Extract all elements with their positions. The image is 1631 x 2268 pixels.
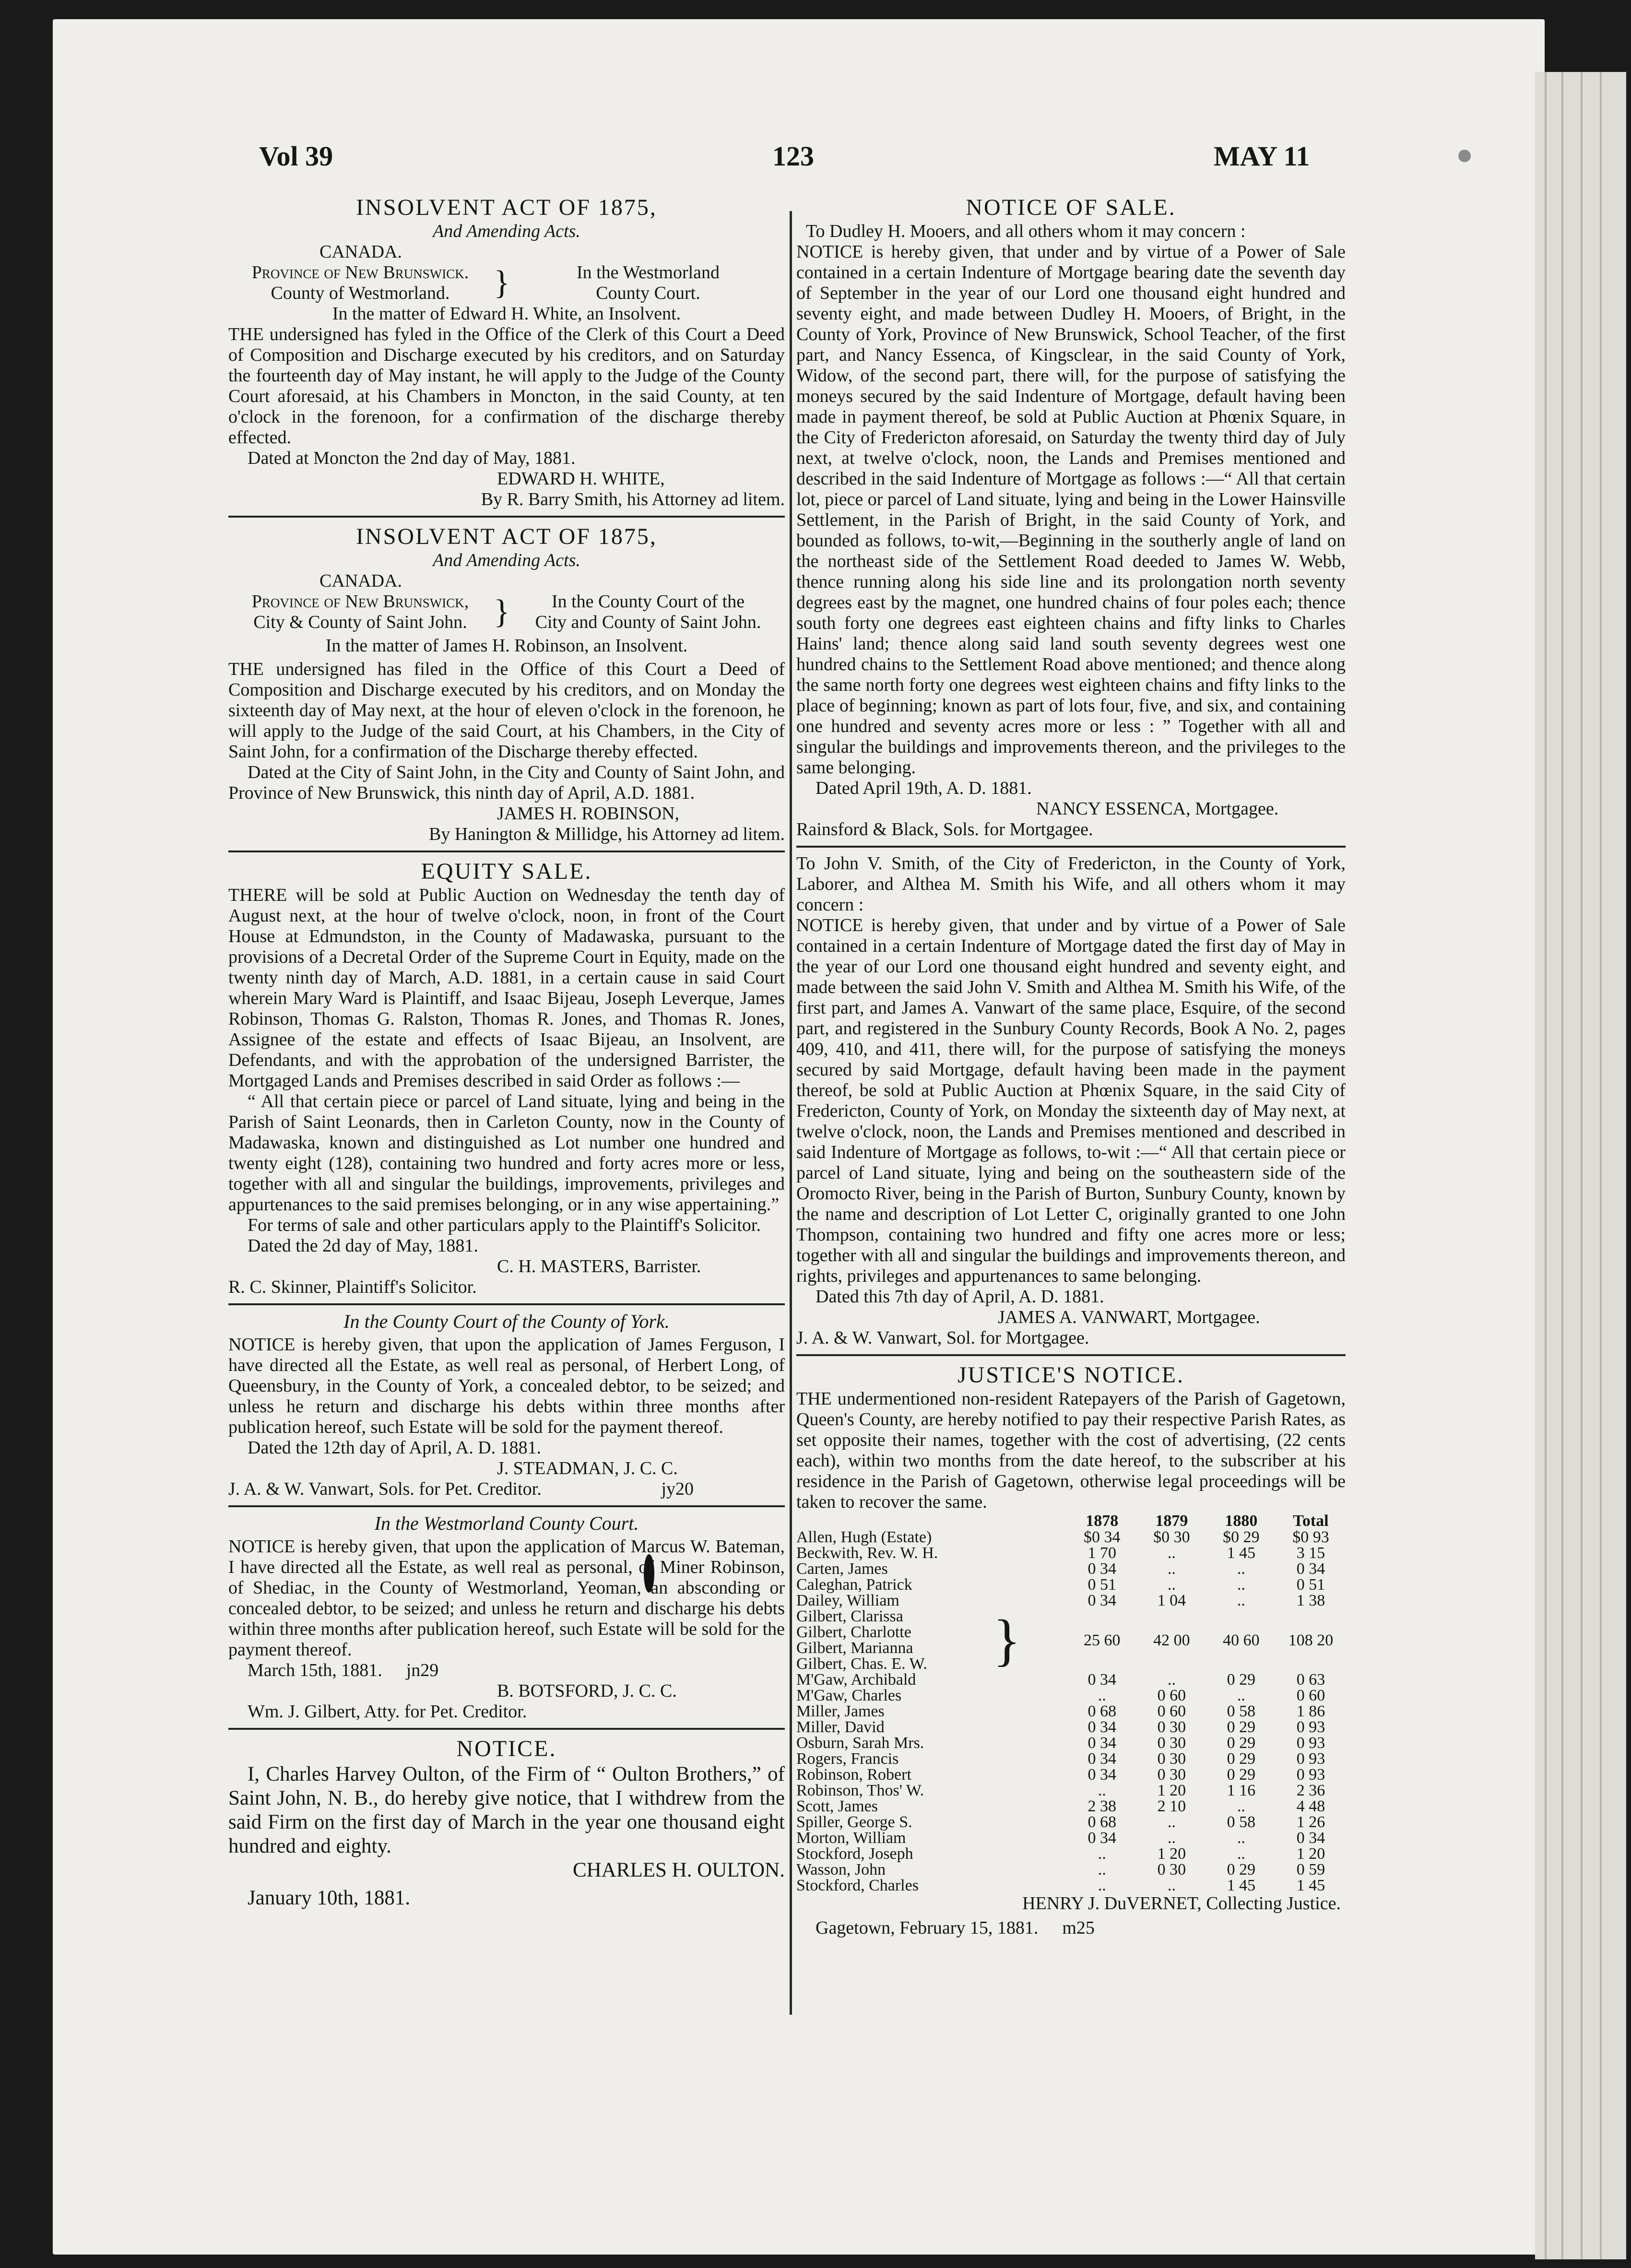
column-header: Total — [1293, 1512, 1329, 1530]
dated-row — [228, 1660, 785, 1681]
value-cell: 0 51 — [1296, 1576, 1325, 1594]
value-cell: 4 48 — [1296, 1797, 1325, 1815]
table-row — [796, 1593, 1346, 1608]
value-cell: .. — [1167, 1560, 1176, 1578]
table-row — [796, 1735, 1346, 1751]
value-cell: 0 60 — [1296, 1687, 1325, 1704]
value-cell: 0 29 — [1227, 1671, 1256, 1689]
value-cell: 2 38 — [1087, 1797, 1116, 1815]
name-cell — [796, 1608, 1067, 1672]
column-divider — [790, 211, 792, 2015]
notice-body: NOTICE is hereby given, that upon the application of Marcus W. Bateman, I have directed all the Estate, as well real as personal, of Miner Robinson, of Shediac, in the County of Westmorland, Yeoman, an absconding or concealed debtor, to be seized; and unless he return and discharge his debts within three months after publication hereof, such Estate will be sold for the payment thereof. — [228, 1536, 785, 1660]
name-cell: Morton, William — [796, 1829, 906, 1847]
value-cell: .. — [1098, 1687, 1106, 1704]
value-cell: 0 30 — [1157, 1766, 1186, 1784]
insertion-code: jy20 — [661, 1479, 694, 1499]
value-cell: 0 34 — [1087, 1671, 1116, 1689]
insolvent-notice-white — [228, 194, 785, 510]
value-cell: 1 16 — [1227, 1782, 1256, 1799]
column-header: 1880 — [1225, 1512, 1258, 1530]
value-cell: .. — [1237, 1592, 1245, 1609]
notice-title: NOTICE OF SALE. — [966, 195, 1176, 220]
page-number: 123 — [772, 141, 814, 172]
value-cell: 0 34 — [1087, 1560, 1116, 1578]
value-cell: 0 59 — [1296, 1861, 1325, 1878]
brace-glyph: } — [993, 1608, 1021, 1672]
name-cell: Miller, David — [796, 1718, 885, 1736]
table-row — [796, 1767, 1346, 1783]
table-body — [796, 1672, 1346, 1893]
value-cell: 1 86 — [1296, 1702, 1325, 1720]
attorney-line: Wm. J. Gilbert, Atty. for Pet. Creditor. — [248, 1701, 527, 1722]
table-header-row — [796, 1512, 1346, 1529]
value-cell: 0 29 — [1227, 1718, 1256, 1736]
court-label: In the County Court of the — [551, 591, 745, 612]
equity-sale-notice — [228, 858, 785, 1298]
value-cell: .. — [1237, 1687, 1245, 1704]
value-cell: 0 30 — [1157, 1734, 1186, 1752]
court-label-2: County Court. — [596, 283, 700, 303]
value-cell: 108 20 — [1288, 1631, 1334, 1649]
section-rule — [228, 1505, 785, 1507]
value-cell: .. — [1237, 1560, 1245, 1578]
table-row — [796, 1783, 1346, 1798]
value-cell: 25 60 — [1084, 1631, 1121, 1649]
notice-body: THE undermentioned non-resident Ratepayers of the Parish of Gagetown, Queen's County, are hereby notified to pay their respective Parish Rates, as set opposite their names, together with the cost of advertising, (22 cents each), within two months from the date hereof, to the subscriber at his residence in the Parish of Gagetown, otherwise legal proceedings will be taken to recover the same. — [796, 1389, 1346, 1512]
signer: HENRY J. DuVERNET, Collecting Justice. — [1022, 1893, 1341, 1914]
province-label: Province of New Brunswick, — [251, 591, 469, 612]
section-rule — [228, 516, 785, 518]
right-column — [796, 194, 1346, 1938]
insolvent-notice-robinson — [228, 523, 785, 845]
ink-spot — [1458, 150, 1471, 162]
notice-body: NOTICE is hereby given, that under and by virtue of a Power of Sale contained in a certain Indenture of Mortgage bearing date the seventh day of September in the year of our Lord one thousand eight hundred and seventy eight, and made between Dudley H. Mooers, of Bright, in the County of York, Province of New Brunswick, School Teacher, of the first part, and Nancy Essenca, of Kingsclear, in the said County of York, Widow, of the second part, there will, for the purpose of satisfying the moneys secured by the said Indenture of Mortgage, default having been made in payment thereof, be sold at Public Auction at Phœnix Square, in the City of Fredericton aforesaid, on Saturday the twenty third day of July next, at twelve o'clock, noon, the Lands and Premises mentioned and described in the said Indenture of Mortgage as follows :—“ All that certain lot, piece or parcel of Land situate, lying and being in the Lower Hainsville Settlement, in the Parish of Bright, in the said County of York, and bounded as follows, to-wit,—Beginning in the southerly angle of land on the northeast side of the Settlement Road deeded to James W. Webb, thence running along his side line and its prolongation north seventy degrees east by the magnet, one hundred chains of four poles each; thence south forty one degrees east eighteen chains and fifty links to Charles Hains' land; thence along said land south seventy degrees west one hundred chains to the Settlement Road above mentioned; and thence along the same north forty one degrees west eighteen chains and fifty links to the place of beginning; known as part of lots four, five, and six, and containing one hundred and seventy acres more or less : ” Together with all and singular the buildings and improvements thereon, and the privileges to the same belonging. — [796, 242, 1346, 778]
dated-line: Dated this 7th day of April, A. D. 1881. — [816, 1287, 1104, 1307]
name-cell: Stockford, Joseph — [796, 1845, 913, 1863]
name-cell: Spiller, George S. — [796, 1813, 912, 1831]
value-cell: 1 45 — [1227, 1544, 1256, 1562]
name-cell: Carten, James — [796, 1560, 888, 1578]
matter-line: In the matter of James H. Robinson, an Insolvent. — [325, 636, 688, 656]
quoted-description: “ All that certain piece or parcel of Land situate, lying and being in the Parish of Saint Leonards, then in Carleton County, now in the County of Madawaska, known and distinguished as Lot number one hundred and twenty eight (128), containing two hundred and forty acres more or less, together with all and singular the buildings, improvements, privileges and appurtenances to the said premises belonging, or in any wise appertaining.” — [228, 1091, 785, 1215]
value-cell: 2 10 — [1157, 1797, 1186, 1815]
table-row — [796, 1608, 1346, 1672]
oulton-notice — [228, 1736, 785, 1910]
name-line: Gilbert, Charlotte — [796, 1623, 911, 1641]
court-heading: In the County Court of the County of York. — [343, 1311, 670, 1332]
name-line: Gilbert, Marianna — [796, 1639, 913, 1657]
value-cell: 1 04 — [1157, 1592, 1186, 1609]
value-cell: .. — [1098, 1877, 1106, 1894]
value-cell: .. — [1098, 1861, 1106, 1878]
dated-line: Dated at the City of Saint John, in the City and County of Saint John, and Province of New Brunswick, this ninth day of April, A.D. 1881. — [228, 762, 785, 803]
westmorland-court-notice — [228, 1513, 785, 1722]
table-row — [796, 1545, 1346, 1561]
column-header: 1878 — [1086, 1512, 1119, 1530]
value-cell: 0 34 — [1087, 1750, 1116, 1768]
left-column — [228, 194, 785, 1910]
value-cell: .. — [1237, 1845, 1245, 1863]
addressee-line: To Dudley H. Mooers, and all others whom it may concern : — [806, 221, 1246, 241]
solicitor-line: J. A. & W. Vanwart, Sols. for Pet. Creditor. — [228, 1479, 542, 1499]
county-label: County of Westmorland. — [271, 283, 450, 303]
value-cell: 0 30 — [1157, 1718, 1186, 1736]
value-cell: 0 34 — [1296, 1560, 1325, 1578]
value-cell: 1 20 — [1157, 1845, 1186, 1863]
value-cell: 0 60 — [1157, 1687, 1186, 1704]
value-cell: $0 93 — [1292, 1528, 1329, 1546]
value-cell: 0 34 — [1087, 1734, 1116, 1752]
value-cell: .. — [1167, 1813, 1176, 1831]
name-cell: Beckwith, Rev. W. H. — [796, 1544, 938, 1562]
value-cell: .. — [1237, 1797, 1245, 1815]
terms-line: For terms of sale and other particulars apply to the Plaintiff's Solicitor. — [248, 1215, 761, 1235]
court-caption — [228, 591, 785, 633]
value-cell: 0 29 — [1227, 1861, 1256, 1878]
brace-glyph: } — [494, 593, 510, 630]
dated-line: January 10th, 1881. — [248, 1887, 411, 1909]
value-cell: 0 34 — [1087, 1766, 1116, 1784]
volume-label: Vol 39 — [259, 141, 333, 172]
notice-subtitle: And Amending Acts. — [433, 550, 580, 570]
name-cell: Scott, James — [796, 1797, 878, 1815]
notice-body: NOTICE is hereby given, that under and by virtue of a Power of Sale contained in a certain Indenture of Mortgage dated the first day of May in the year of our Lord one thousand eight hundred and seventy eight, and made between the said John V. Smith and Althea M. Smith his Wife, of the first part, and James A. Vanwart of the same place, Esquire, of the second part, and registered in the Sunbury County Records, Book A No. 2, pages 409, 410, and 411, there will, for the purpose of satisfying the moneys secured by said Mortgage, default having been made in the payment thereof, be sold at Public Auction at Phœnix Square, in the said City of Fredericton, County of York, on Monday the sixteenth day of May next, at twelve o'clock, noon, the Lands and Premises mentioned and described in said Indenture of Mortgage as follows, to-wit :—“ All that certain piece or parcel of Land situate, lying and being on the southeastern side of the Oromocto River, being in the Parish of Burton, Sunbury County, known by the name and description of Lot Letter C, originally granted to one John Thompson, containing two hundred and fifty one acres more or less; together with all and singular the buildings and improvements thereon, and rights, privileges and appurtenances to same belonging. — [796, 915, 1346, 1286]
country-label: CANADA. — [319, 571, 402, 591]
page-edges — [1535, 72, 1626, 2259]
signer: B. BOTSFORD, J. C. C. — [497, 1681, 677, 1701]
signer: NANCY ESSENCA, Mortgagee. — [1036, 799, 1279, 819]
value-cell: 1 45 — [1296, 1877, 1325, 1894]
dated-row — [796, 1918, 1346, 1938]
court-label: In the Westmorland — [576, 262, 720, 283]
matter-line: In the matter of Edward H. White, an Insolvent. — [332, 304, 681, 324]
value-cell: 0 58 — [1227, 1813, 1256, 1831]
signer: EDWARD H. WHITE, — [497, 469, 665, 489]
insertion-code: m25 — [1062, 1918, 1095, 1938]
dated-line: March 15th, 1881. — [248, 1660, 382, 1680]
value-cell: 1 20 — [1157, 1782, 1186, 1799]
addressee-line: To John V. Smith, of the City of Fredericton, in the County of York, Laborer, and Althea M. Smith his Wife, and all others whom it may concern : — [796, 853, 1346, 915]
table-row — [796, 1529, 1346, 1545]
table-row — [796, 1846, 1346, 1862]
value-cell: .. — [1098, 1845, 1106, 1863]
issue-date: MAY 11 — [1214, 141, 1310, 172]
name-cell: Dailey, William — [796, 1592, 899, 1609]
dated-line: Dated the 2d day of May, 1881. — [248, 1236, 478, 1256]
name-cell: Osburn, Sarah Mrs. — [796, 1734, 924, 1752]
section-rule — [228, 1728, 785, 1730]
notice-subtitle: And Amending Acts. — [433, 221, 580, 241]
justices-notice — [796, 1362, 1346, 1938]
dated-line: Gagetown, February 15, 1881. — [816, 1918, 1039, 1938]
rates-table — [796, 1512, 1346, 1893]
name-cell: Robinson, Thos' W. — [796, 1782, 924, 1799]
value-cell: 0 29 — [1227, 1734, 1256, 1752]
province-label: Province of New Brunswick. — [251, 262, 469, 283]
dated-line: Dated the 12th day of April, A. D. 1881. — [248, 1438, 542, 1458]
solicitor-line: Rainsford & Black, Sols. for Mortgagee. — [796, 819, 1093, 839]
table-row — [796, 1703, 1346, 1719]
notice-body: NOTICE is hereby given, that upon the application of James Ferguson, I have directed all the Estate, as well real as personal, of Herbert Long, of Queensbury, in the County of York, a concealed debtor, to be seized; and unless he return and discharge his debts within three months after publication hereof, such Estate will be sold for the payment thereof. — [228, 1335, 785, 1437]
notice-title: EQUITY SALE. — [421, 859, 592, 884]
table-row — [796, 1814, 1346, 1830]
notice-of-sale-mooers — [796, 194, 1346, 840]
name-cell: Miller, James — [796, 1702, 885, 1720]
value-cell: 0 34 — [1087, 1829, 1116, 1847]
value-cell: 0 93 — [1296, 1766, 1325, 1784]
attorney-line: By Hanington & Millidge, his Attorney ad litem. — [428, 824, 785, 844]
value-cell: 0 58 — [1227, 1702, 1256, 1720]
table-row — [796, 1862, 1346, 1878]
value-cell: .. — [1167, 1829, 1176, 1847]
name-cell: Allen, Hugh (Estate) — [796, 1528, 932, 1546]
signer: JAMES H. ROBINSON, — [497, 803, 680, 824]
notice-body: THERE will be sold at Public Auction on Wednesday the tenth day of August next, at the hour of twelve o'clock, noon, in front of the Court House at Edmundston, in the County of Madawaska, pursuant to the provisions of a Decretal Order of the Supreme Court in Equity, made on the twenty ninth day of March, A.D. 1881, in a certain cause in said Court wherein Mary Ward is Plaintiff, and Isaac Bijeau, Joseph Leverque, James Robinson, Thomas G. Ralston, Thomas R. Jones, and Thomas R. Jones, Assignee of the estate and effects of Isaac Bijeau, an Insolvent, are Defendants, and with the approbation of the undersigned Barrister, the Mortgaged Lands and Premises described in said Order as follows :— — [228, 885, 785, 1091]
notice-title: INSOLVENT ACT OF 1875, — [356, 524, 657, 549]
table-row — [796, 1719, 1346, 1735]
notice-title: NOTICE. — [456, 1736, 557, 1761]
value-cell: 1 45 — [1227, 1877, 1256, 1894]
brace-glyph: } — [494, 264, 510, 301]
value-cell: 0 29 — [1227, 1750, 1256, 1768]
value-cell: .. — [1237, 1829, 1245, 1847]
value-cell: 1 26 — [1296, 1813, 1325, 1831]
signer: J. STEADMAN, J. C. C. — [497, 1458, 678, 1478]
name-cell: Wasson, John — [796, 1861, 886, 1878]
name-cell: Rogers, Francis — [796, 1750, 899, 1768]
name-line: Gilbert, Chas. E. W. — [796, 1655, 927, 1673]
value-cell: 2 36 — [1296, 1782, 1325, 1799]
name-line: Gilbert, Clarissa — [796, 1607, 903, 1625]
value-cell: 3 15 — [1296, 1544, 1325, 1562]
value-cell: 0 34 — [1296, 1829, 1325, 1847]
table-row — [796, 1798, 1346, 1814]
value-cell: .. — [1167, 1576, 1176, 1594]
york-court-notice — [228, 1311, 785, 1500]
value-cell: .. — [1237, 1576, 1245, 1594]
value-cell: 0 30 — [1157, 1861, 1186, 1878]
insertion-code: jn29 — [406, 1660, 439, 1680]
value-cell: 0 93 — [1296, 1750, 1325, 1768]
solicitor-line: R. C. Skinner, Plaintiff's Solicitor. — [228, 1277, 477, 1297]
table-body — [796, 1529, 1346, 1608]
notice-body: I, Charles Harvey Oulton, of the Firm of “ Oulton Brothers,” of Saint John, N. B., do hereby give notice, that I withdrew from the said Firm on the first day of March in the year one thousand eight hundred and eighty. — [228, 1763, 785, 1857]
name-cell: Caleghan, Patrick — [796, 1576, 912, 1594]
country-label: CANADA. — [319, 242, 402, 262]
value-cell: 1 20 — [1296, 1845, 1325, 1863]
value-cell: 0 63 — [1296, 1671, 1325, 1689]
value-cell: 0 93 — [1296, 1734, 1325, 1752]
table-row — [796, 1751, 1346, 1767]
value-cell: 1 38 — [1296, 1592, 1325, 1609]
value-cell: 1 70 — [1087, 1544, 1116, 1562]
signer: JAMES A. VANWART, Mortgagee. — [998, 1307, 1260, 1327]
table-row — [796, 1878, 1346, 1893]
table-row — [796, 1577, 1346, 1593]
value-cell: 0 34 — [1087, 1592, 1116, 1609]
attorney-line: By R. Barry Smith, his Attorney ad litem. — [481, 489, 785, 509]
gilbert-group — [796, 1608, 1346, 1672]
notice-title: INSOLVENT ACT OF 1875, — [356, 195, 657, 220]
value-cell: .. — [1167, 1544, 1176, 1562]
court-label-2: City and County of Saint John. — [535, 612, 761, 632]
signer: C. H. MASTERS, Barrister. — [497, 1256, 701, 1276]
notice-title: JUSTICE'S NOTICE. — [957, 1362, 1184, 1388]
notice-body: THE undersigned has fyled in the Office of the Clerk of this Court a Deed of Composition and Discharge executed by his creditors, and on Saturday the fourteenth day of May instant, he will apply to the Judge of the County Court aforesaid, at his Chambers in Moncton, in the said County, at ten o'clock in the forenoon, for a confirmation of the discharge thereby effected. — [228, 324, 785, 448]
section-rule — [228, 850, 785, 852]
name-cell: M'Gaw, Charles — [796, 1687, 902, 1704]
name-cell: Robinson, Robert — [796, 1766, 911, 1784]
court-heading: In the Westmorland County Court. — [374, 1512, 639, 1534]
value-cell: 40 60 — [1223, 1631, 1260, 1649]
signer: CHARLES H. OULTON. — [573, 1859, 785, 1881]
value-cell: $0 29 — [1223, 1528, 1260, 1546]
value-cell: 0 68 — [1087, 1702, 1116, 1720]
value-cell: .. — [1167, 1671, 1176, 1689]
value-cell: 0 68 — [1087, 1813, 1116, 1831]
value-cell: 0 93 — [1296, 1718, 1325, 1736]
value-cell: .. — [1098, 1782, 1106, 1799]
column-header — [796, 1512, 1067, 1529]
value-cell: 0 30 — [1157, 1750, 1186, 1768]
value-cell: 42 00 — [1153, 1631, 1190, 1649]
county-label: City & County of Saint John. — [253, 612, 467, 632]
value-cell: 0 51 — [1087, 1576, 1116, 1594]
name-cell: Stockford, Charles — [796, 1877, 919, 1894]
column-header: 1879 — [1155, 1512, 1188, 1530]
table-row — [796, 1672, 1346, 1688]
section-rule — [796, 1354, 1346, 1356]
value-cell: .. — [1167, 1877, 1176, 1894]
name-cell: M'Gaw, Archibald — [796, 1671, 916, 1689]
table-row — [796, 1561, 1346, 1577]
value-cell: 0 60 — [1157, 1702, 1186, 1720]
solicitor-line: J. A. & W. Vanwart, Sol. for Mortgagee. — [796, 1328, 1089, 1348]
value-cell: 0 34 — [1087, 1718, 1116, 1736]
notice-of-sale-smith — [796, 853, 1346, 1348]
court-caption — [228, 262, 785, 304]
dated-line: Dated April 19th, A. D. 1881. — [816, 778, 1032, 798]
table-row — [796, 1688, 1346, 1703]
value-cell: $0 30 — [1153, 1528, 1190, 1546]
value-cell: 0 29 — [1227, 1766, 1256, 1784]
section-rule — [228, 1303, 785, 1305]
value-cell: $0 34 — [1084, 1528, 1121, 1546]
solicitor-row — [228, 1479, 785, 1500]
dated-line: Dated at Moncton the 2nd day of May, 1881. — [248, 448, 576, 468]
table-row — [796, 1830, 1346, 1846]
notice-body: THE undersigned has filed in the Office of this Court a Deed of Composition and Discharge executed by his creditors, and on Monday the sixteenth day of May next, at the hour of eleven o'clock in the forenoon, he will apply to the Judge of the said Court, at his Chambers, in the City of Saint John, for a confirmation of the Discharge thereby effected. — [228, 659, 785, 762]
section-rule — [796, 846, 1346, 848]
